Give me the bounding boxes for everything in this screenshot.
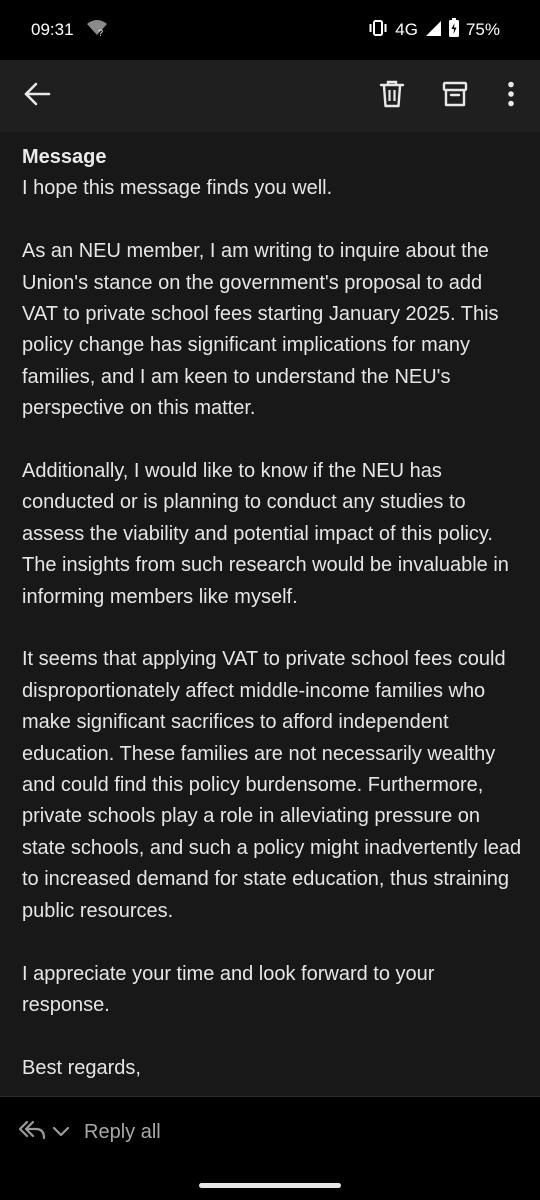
wifi-question-icon [86,19,108,42]
status-bar [0,0,540,60]
vibrate-icon [367,19,389,42]
message-paragraph-3: It seems that applying VAT to private school fees could disproportionately affect middle-income families who make significant sacrifices to afford independent education. These families are not necessarily wealthy and could find this policy burdensome. Furthermore, private schools play a role in alleviating pressure on state schools, and such a policy might inadvertently lead to increased demand for state education, thus straining public resources. [22,648,527,922]
message-paragraph-4: I appreciate your time and look forward to your response. [22,962,440,1016]
back-arrow-icon [23,80,51,113]
home-indicator[interactable] [199,1183,341,1188]
message-paragraph-2: Additionally, I would like to know if the NEU has conducted or is planning to conduct any studies to assess the viability and potential impact of this policy. The insights from such research would be invaluable in informing members like myself. [22,460,515,608]
reply-bar [0,1096,540,1200]
trash-icon [379,80,405,113]
more-options-button[interactable] [489,74,533,118]
chevron-down-icon[interactable] [52,1124,70,1142]
reply-all-label: Reply all [84,1121,161,1143]
message-greeting: I hope this message finds you well. [22,177,333,200]
battery-icon [448,18,460,43]
message-body [0,132,540,1084]
status-time: 09:31 [31,20,74,39]
message-content [0,132,540,1096]
delete-button[interactable] [370,74,414,118]
back-button[interactable] [15,74,59,118]
reply-all-icon [18,1119,46,1146]
message-paragraph-1: As an NEU member, I am writing to inquire about the Union's stance on the government's proposal to add VAT to private school fees starting January 2025. This policy change has significant implications for many families, and I am keen to understand the NEU's perspective on this matter. [22,240,505,420]
archive-button[interactable] [433,74,477,118]
app-bar [0,60,540,132]
status-right [367,18,500,43]
signal-icon [424,19,442,42]
network-type: 4G [395,20,418,39]
reply-all-button[interactable] [18,1119,161,1146]
more-vert-icon [507,81,515,112]
status-left [31,19,108,42]
battery-percent: 75% [465,20,500,39]
message-closing: Best regards, [22,1056,141,1079]
message-label: Message [22,146,107,168]
archive-icon [441,80,469,113]
svg-text:?: ? [97,27,103,37]
